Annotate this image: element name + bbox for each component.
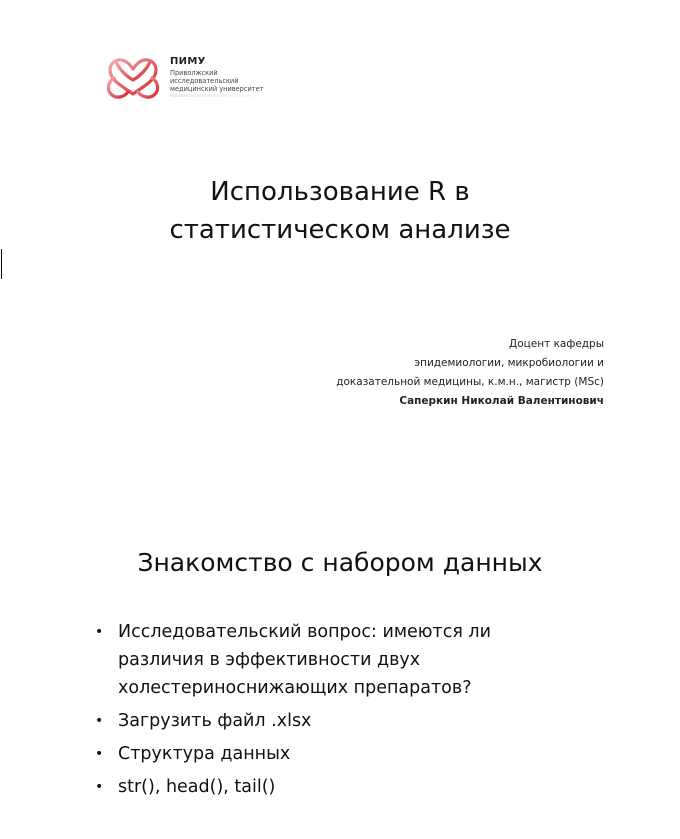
logo-subtitle xyxy=(170,69,264,93)
logo-subtitle-line: медицинский университет xyxy=(170,85,264,93)
logo-shadow xyxy=(170,94,280,97)
bullet-text-line: Структура данных xyxy=(118,744,291,764)
slide-title-line-text: статистическом анализе xyxy=(169,215,511,245)
author-position-line: эпидемиологии, микробиологии и xyxy=(414,357,604,369)
slide-title-line: Использование R в xyxy=(210,177,470,207)
author-name: Саперкин Николай Валентинович xyxy=(399,395,604,407)
bullet-item xyxy=(95,707,595,735)
logo-subtitle-line: исследовательский xyxy=(170,77,239,85)
bullet-text-line: различия в эффективности двух xyxy=(118,650,421,670)
heart-knot-logo-icon xyxy=(102,54,164,102)
text-cursor xyxy=(1,249,2,279)
bullet-item xyxy=(95,618,595,702)
logo-title: ПИМУ xyxy=(170,56,206,67)
logo-subtitle-line: Приволжский xyxy=(170,69,218,77)
bullet-icon: • xyxy=(95,624,104,640)
bullet-icon: • xyxy=(95,713,104,729)
section-heading[interactable]: Знакомство с набором данных xyxy=(137,548,543,577)
bullet-text-line: Исследовательский вопрос: имеются ли xyxy=(118,622,491,642)
bullet-list[interactable] xyxy=(95,618,595,806)
bullet-icon: • xyxy=(95,779,104,795)
university-logo xyxy=(102,52,302,104)
author-position-line: Доцент кафедры xyxy=(509,338,604,350)
author-position-line: доказательной медицины, к.м.н., магистр (MSc) xyxy=(336,376,604,388)
bullet-text-line: str(), head(), tail() xyxy=(118,777,276,797)
bullet-item xyxy=(95,773,595,801)
bullet-icon: • xyxy=(95,746,104,762)
author-block xyxy=(336,335,604,411)
bullet-item xyxy=(95,740,595,768)
slide-title[interactable] xyxy=(0,173,680,279)
bullet-text-line: Загрузить файл .xlsx xyxy=(118,711,312,731)
bullet-text-line: холестериноснижающих препаратов? xyxy=(118,678,472,698)
slide-title-line xyxy=(0,211,680,279)
